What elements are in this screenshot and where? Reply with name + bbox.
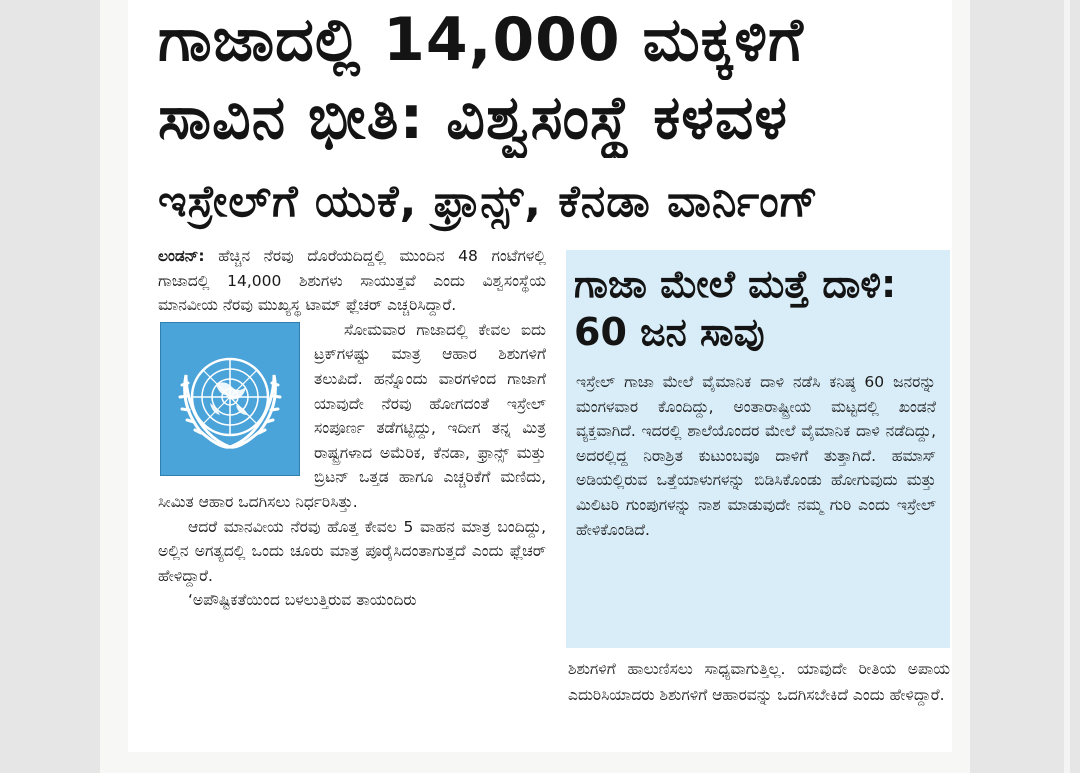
main-story-paragraph-3: ಆದರೆ ಮಾನವೀಯ ನೆರವು ಹೊತ್ತ ಕೇವಲ 5 ವಾಹನ ಮಾತ್ರ ಬಂದಿದ್ದು, ಅಲ್ಲಿನ ಅಗತ್ಯದಲ್ಲಿ ಒಂದು ಚೂರು ಮಾತ್ರ ಪೂರೈಸಿದಂತಾಗುತ್ತದೆ ಎಂದು ಫ್ಲೆಚರ್ ಹೇಳಿದ್ದಾರೆ.	[158, 517, 546, 585]
page-sheet	[100, 0, 970, 773]
main-story-paragraph-1	[158, 244, 546, 318]
dateline: ಲಂಡನ್:	[158, 247, 205, 265]
left-background	[0, 0, 100, 773]
headline-line-2: ಸಾವಿನ ಭೀತಿ: ವಿಶ್ವಸಂಸ್ಥೆ ಕಳವಳ	[158, 83, 788, 153]
sidebar-box	[566, 250, 950, 648]
headline-line-1: ಗಾಜಾದಲ್ಲಿ 14,000 ಮಕ್ಕಳಿಗೆ	[158, 5, 804, 75]
un-emblem-photo	[160, 322, 300, 476]
united-nations-emblem-icon	[166, 335, 294, 463]
sidebar-headline: ಗಾಜಾ ಮೇಲೆ ಮತ್ತೆ ದಾಳಿ: 60 ಜನ ಸಾವು	[574, 262, 897, 354]
right-edge	[1064, 0, 1070, 773]
newspaper-clipping	[128, 0, 952, 752]
main-story-paragraph-2: ಸೋಮವಾರ ಗಾಜಾದಲ್ಲಿ ಕೇವಲ ಐದು ಟ್ರಕ್‌ಗಳಷ್ಟು ಮಾತ್ರ ಆಹಾರ ಶಿಶುಗಳಿಗೆ ತಲುಪಿದೆ. ಹನ್ನೊಂದು ವಾರಗಳಿಂದ ಗಾಜಾಗೆ ಯಾವುದೇ ನೆರವು ಹೋಗದಂತೆ ಇಸ್ರೇಲ್ ಸಂಪೂರ್ಣ ತಡೆಗಟ್ಟಿದ್ದು, ಇದೀಗ ತನ್ನ ಮಿತ್ರ ರಾಷ್ಟ್ರಗಳಾದ ಅಮೆರಿಕ, ಕೆನಡಾ, ಫ್ರಾನ್ಸ್ ಮತ್ತು ಬ್ರಿಟನ್ ಒತ್ತಡ ಹಾಗೂ ಎಚ್ಚರಿಕೆಗೆ ಮಣಿದು, ಸೀಮಿತ ಆಹಾರ ಒದಗಿಸಲು ನಿರ್ಧರಿಸಿತ್ತು.	[158, 320, 546, 511]
sidebar-body: ಇಸ್ರೇಲ್ ಗಾಜಾ ಮೇಲೆ ವೈಮಾನಿಕ ದಾಳಿ ನಡೆಸಿ ಕನಿಷ್ಠ 60 ಜನರನ್ನು ಮಂಗಳವಾರ ಕೊಂದಿದ್ದು, ಅಂತಾರಾಷ್ಟ್ರೀಯ ಮಟ್ಟದಲ್ಲಿ ಖಂಡನೆ ವ್ಯಕ್ತವಾಗಿದೆ. ಇದರಲ್ಲಿ ಶಾಲೆಯೊಂದರ ಮೇಲೆ ವೈಮಾನಿಕ ದಾಳಿ ನಡೆದಿದ್ದು, ಅದರಲ್ಲಿದ್ದ ನಿರಾಶ್ರಿತ ಕುಟುಂಬವೂ ದಾಳಿಗೆ ತುತ್ತಾಗಿದೆ. ಹಮಾಸ್ ಅಡಿಯಲ್ಲಿರುವ ಒತ್ತೆಯಾಳುಗಳನ್ನು ಬಿಡಿಸಿಕೊಂಡು ಹೋಗುವುದು ಮತ್ತು ಮಿಲಿಟರಿ ಗುಂಪುಗಳನ್ನು ನಾಶ ಮಾಡುವುದೇ ನಮ್ಮ ಗುರಿ ಎಂದು ಇಸ್ರೇಲ್ ಹೇಳಿಕೊಂಡಿದೆ.	[576, 373, 936, 539]
main-story-paragraph-4: ‘ಅಪೌಷ್ಟಿಕತೆಯಿಂದ ಬಳಲುತ್ತಿರುವ ತಾಯಂದಿರು	[188, 591, 417, 610]
sub-headline: ಇಸ್ರೇಲ್‌ಗೆ ಯುಕೆ, ಫ್ರಾನ್ಸ್, ಕೆನಡಾ ವಾರ್ನಿಂಗ್	[158, 176, 819, 227]
main-story-column	[158, 244, 546, 752]
main-story-continuation: ಶಿಶುಗಳಿಗೆ ಹಾಲುಣಿಸಲು ಸಾಧ್ಯವಾಗುತ್ತಿಲ್ಲ. ಯಾವುದೇ ರೀತಿಯ ಅಪಾಯ ಎದುರಿಸಿಯಾದರು ಶಿಶುಗಳಿಗೆ ಆಹಾರವನ್ನು ಒದಗಿಸಬೇಕಿದೆ ಎಂದು ಹೇಳಿದ್ದಾರೆ.	[568, 660, 950, 704]
main-story-text-1: ಹೆಚ್ಚಿನ ನೆರವು ದೊರೆಯದಿದ್ದಲ್ಲಿ ಮುಂದಿನ 48 ಗಂಟೆಗಳಲ್ಲಿ ಗಾಜಾದಲ್ಲಿ 14,000 ಶಿಶುಗಳು ಸಾಯುತ್ತವೆ ಎಂದು ವಿಶ್ವಸಂಸ್ಥೆಯ ಮಾನವೀಯ ನೆರವು ಮುಖ್ಯಸ್ಥ ಟಾಮ್ ಫ್ಲೆಚರ್ ಎಚ್ಚರಿಸಿದ್ದಾರೆ.	[158, 247, 546, 315]
